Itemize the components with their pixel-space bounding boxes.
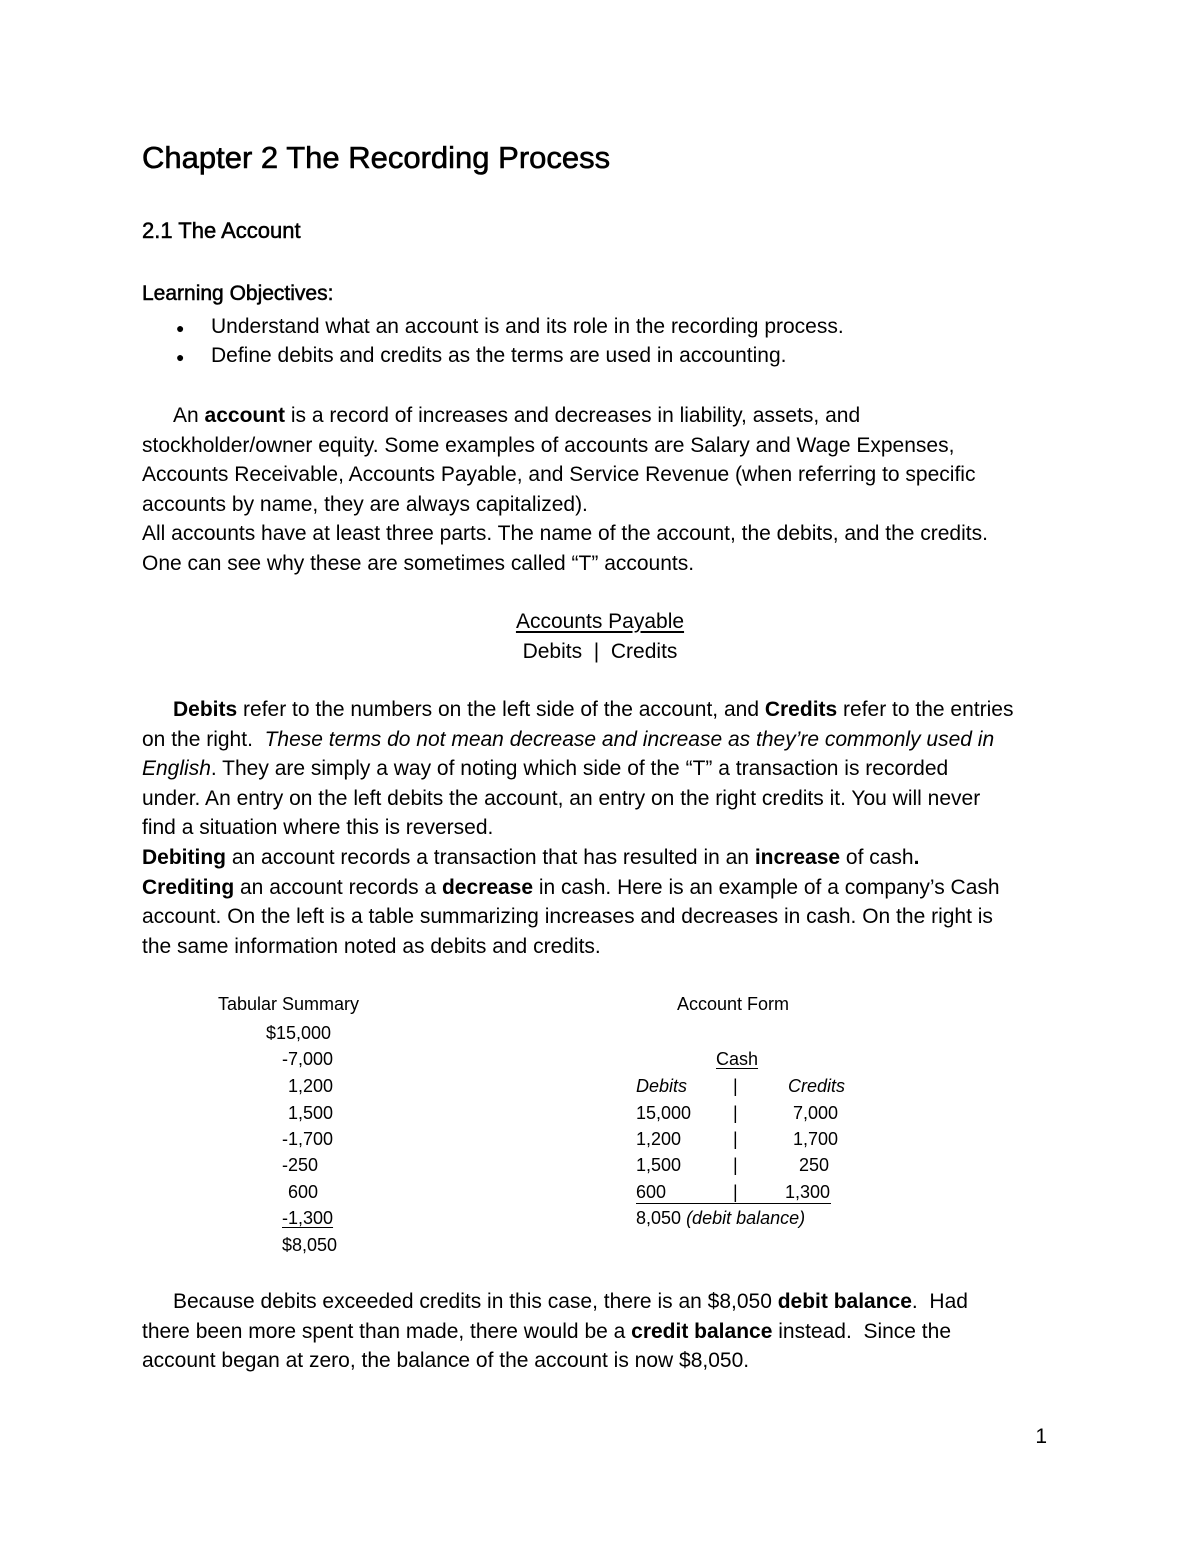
page-title: Chapter 2 The Recording Process bbox=[142, 140, 611, 175]
column-separator: | bbox=[733, 1076, 738, 1096]
objectives-label: Learning Objectives: bbox=[142, 282, 334, 305]
section-heading: 2.1 The Account bbox=[142, 218, 301, 243]
column-header: Credits bbox=[788, 1076, 846, 1096]
debit-cell: 600 bbox=[636, 1182, 667, 1202]
list-item: $15,000 bbox=[266, 1023, 332, 1043]
list-item: -1,300 bbox=[282, 1208, 334, 1228]
credit-cell: 250 bbox=[799, 1155, 830, 1175]
list-item: -7,000 bbox=[282, 1049, 334, 1069]
debit-cell: 15,000 bbox=[636, 1103, 692, 1123]
t-account-example bbox=[400, 607, 800, 667]
tabular-summary-heading: Tabular Summary bbox=[218, 994, 360, 1014]
account-form-heading: Account Form bbox=[677, 994, 790, 1014]
list-item: 1,200 bbox=[288, 1076, 334, 1096]
list-item: -250 bbox=[282, 1155, 319, 1175]
column-separator: | bbox=[733, 1103, 738, 1123]
account-name: Cash bbox=[716, 1049, 759, 1069]
t-account-name: Accounts Payable bbox=[515, 610, 685, 633]
t-account-sides: Debits | Credits bbox=[522, 640, 678, 663]
bullet-icon: ● bbox=[176, 349, 185, 365]
credit-cell: 7,000 bbox=[793, 1103, 839, 1123]
column-separator: | bbox=[733, 1182, 738, 1202]
page-number: 1 bbox=[1035, 1425, 1047, 1448]
column-header: Debits bbox=[636, 1076, 688, 1096]
debit-cell: 1,500 bbox=[636, 1155, 682, 1175]
list-item: 600 bbox=[288, 1182, 319, 1202]
list-item: Understand what an account is and its role in the recording process. bbox=[211, 315, 844, 338]
list-item: -1,700 bbox=[282, 1129, 334, 1149]
account-definition-paragraph: An account is a record of increases and decreases in liability, assets, and stockholder/owner equity. Some examples of accounts are Salary and Wage Expenses, Accounts Receivable, Accounts Payable, and Service Revenue (when referring to specific accounts by name, they are always capitalized). All accounts have at least three parts. The name of the account, the debits, and the credits. One can see why these are sometimes called “T” accounts. bbox=[142, 404, 988, 575]
credit-cell: 1,300 bbox=[785, 1182, 831, 1202]
column-separator: | bbox=[733, 1155, 738, 1175]
list-item: 1,500 bbox=[288, 1103, 334, 1123]
debits-credits-paragraph: Debits refer to the numbers on the left side of the account, and Credits refer to the entries on the right. These terms do not mean decrease and increase as they’re commonly used in English. They are simply a way of noting which side of the “T” a transaction is recorded under. An entry on the left debits the account, an entry on the right credits it. You will never find a situation where this is reversed. Debiting an account records a transaction that has resulted in an increase of cash. Crediting an account records a decrease in cash. Here is an example of a company’s Cash account. On the left is a table summarizing increases and decreases in cash. On the right is the same information noted as debits and credits. bbox=[142, 698, 1014, 958]
credit-cell: 1,700 bbox=[793, 1129, 839, 1149]
total-rule bbox=[636, 1203, 831, 1204]
balance-paragraph: Because debits exceeded credits in this case, there is an $8,050 debit balance. Had there been more spent than made, there would be a credit balance instead. Since the account began at zero, the balance of the account is now $8,050. bbox=[142, 1290, 968, 1373]
debit-cell: 1,200 bbox=[636, 1129, 682, 1149]
list-item: $8,050 bbox=[282, 1235, 338, 1255]
column-separator: | bbox=[733, 1129, 738, 1149]
list-item: Define debits and credits as the terms are used in accounting. bbox=[211, 344, 787, 367]
bullet-icon: ● bbox=[176, 320, 185, 336]
balance-row: 8,050 (debit balance) bbox=[636, 1208, 806, 1228]
